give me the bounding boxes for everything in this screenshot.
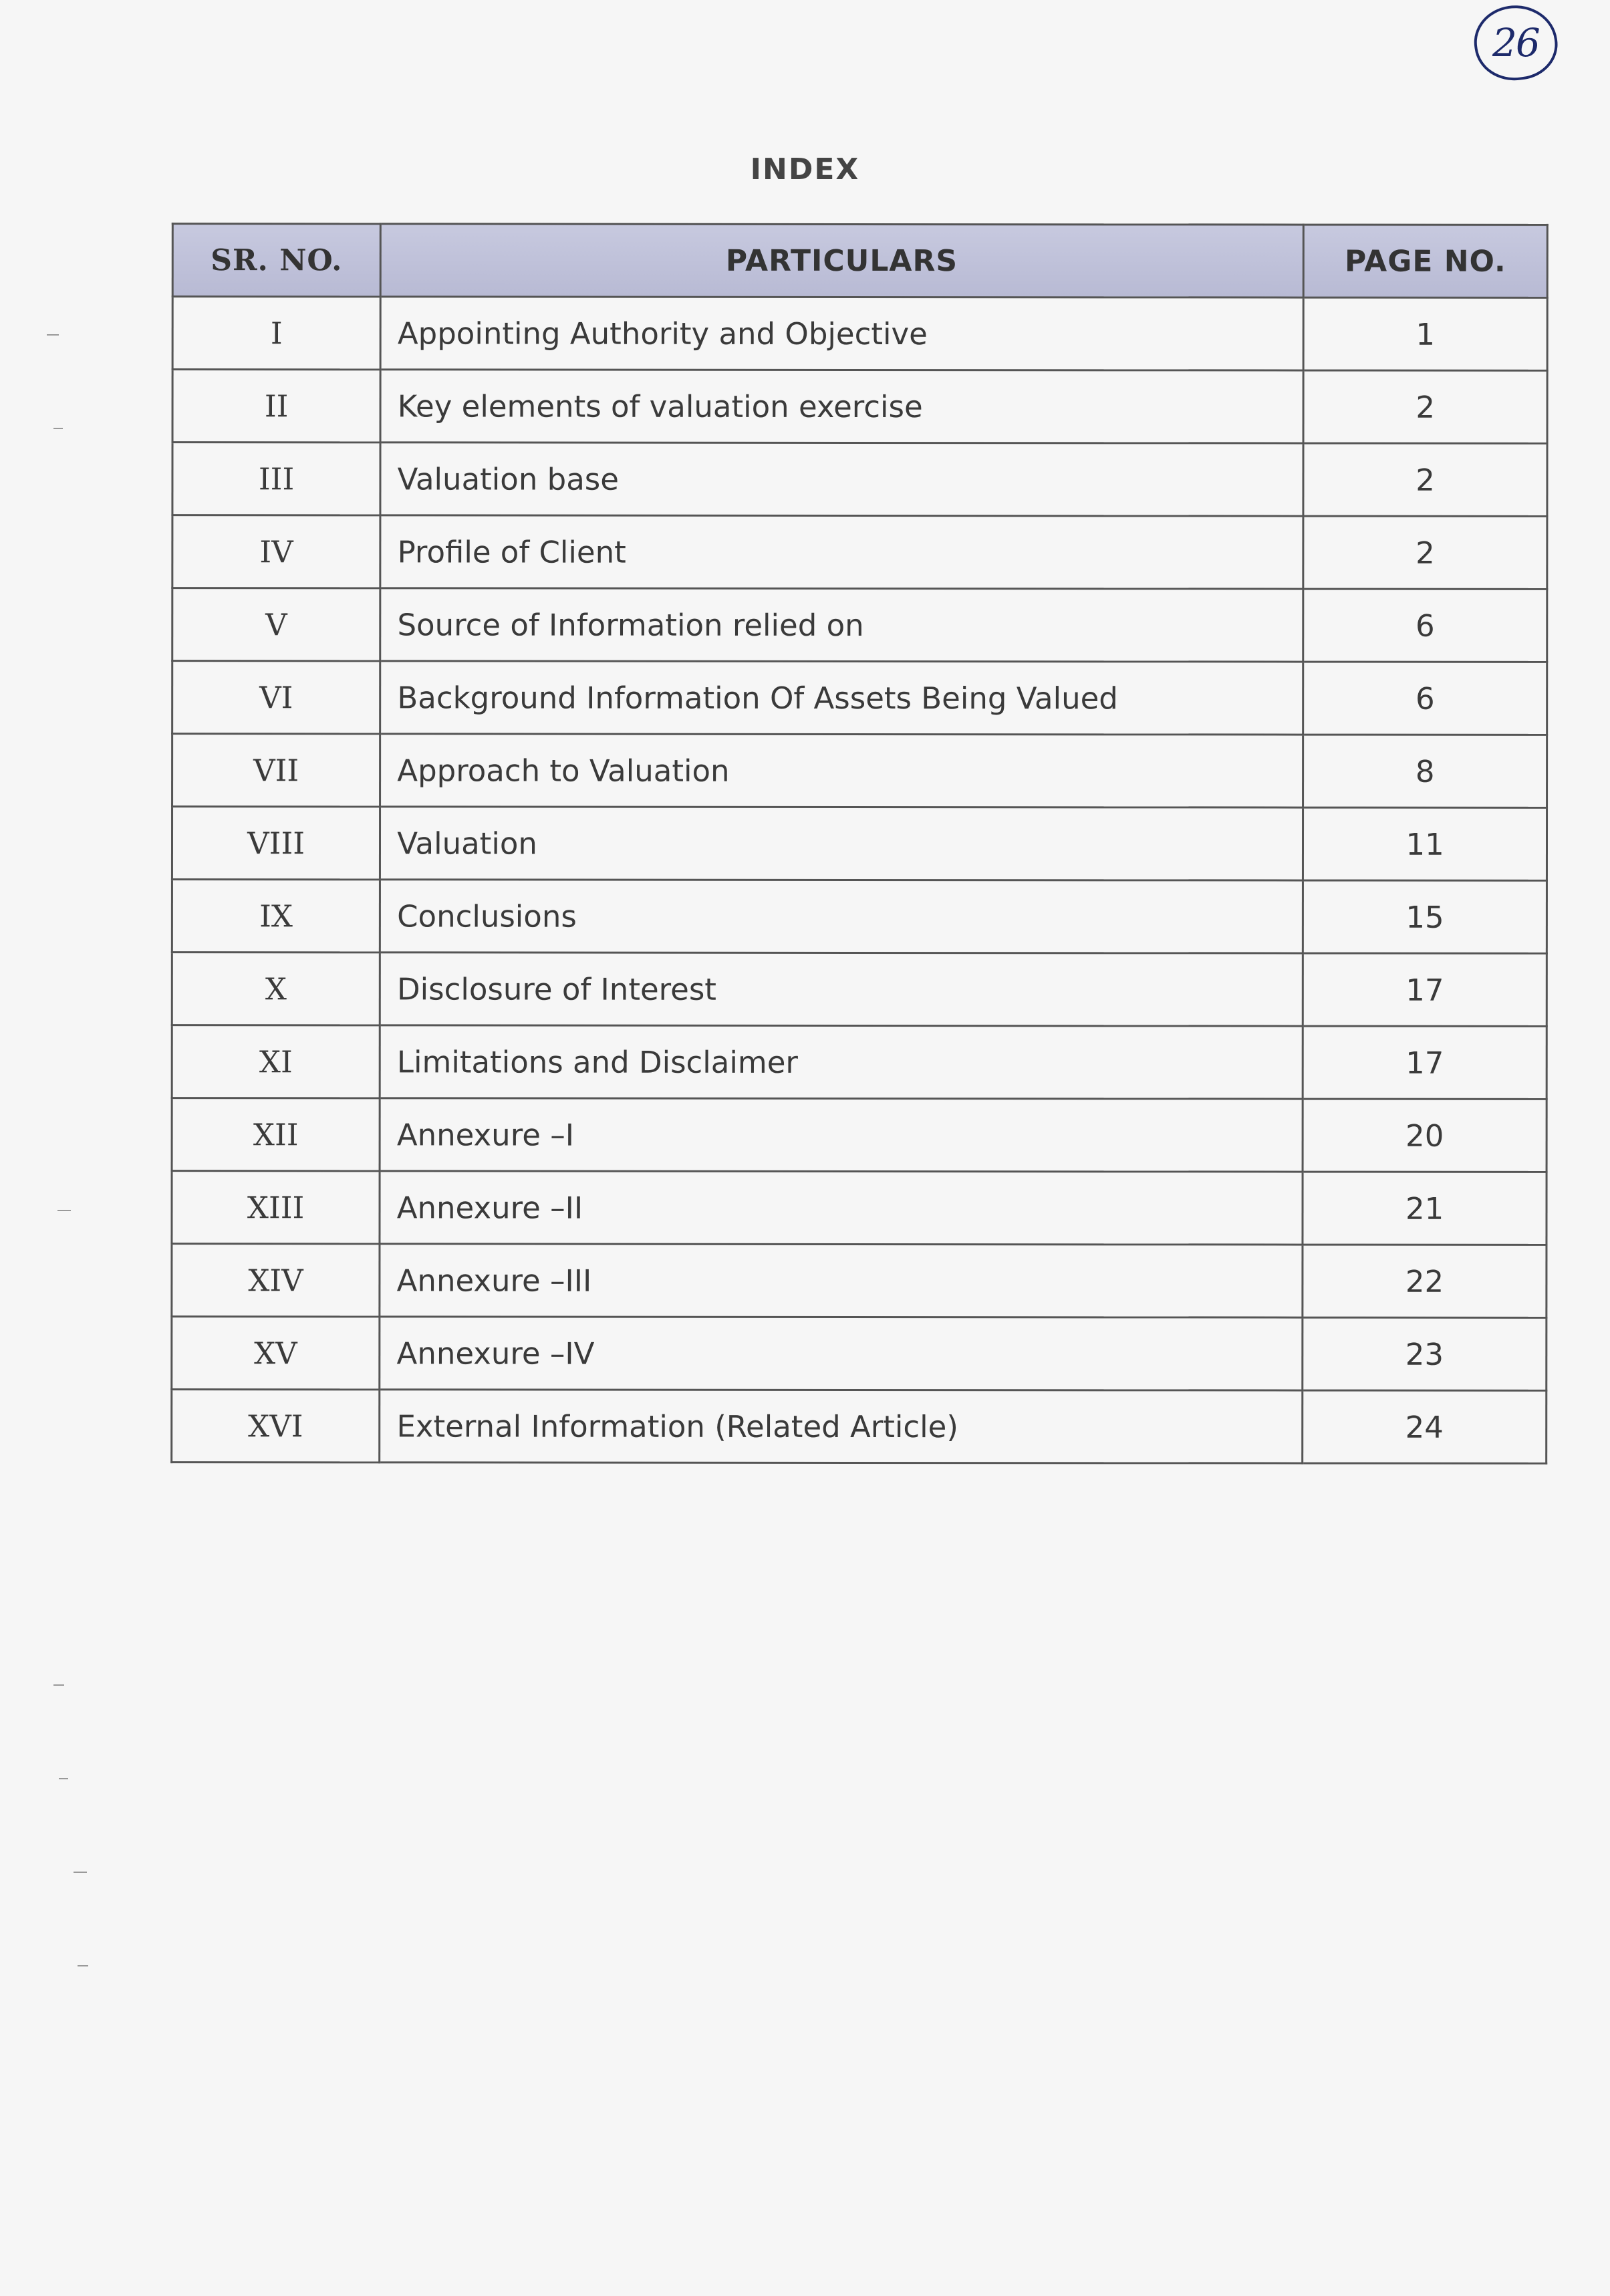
- sr-cell: XIII: [172, 1171, 380, 1244]
- sr-cell: V: [172, 588, 380, 661]
- table-row: [172, 442, 1547, 517]
- particulars-cell: Appointing Authority and Objective: [380, 297, 1303, 370]
- handwritten-page-number: [1470, 0, 1562, 86]
- page-cell: 22: [1303, 1245, 1547, 1317]
- page-cell: 17: [1303, 953, 1547, 1026]
- table-body: [172, 297, 1548, 1464]
- header-sr-no: SR. NO.: [172, 224, 380, 297]
- particulars-cell: Annexure –IV: [380, 1317, 1303, 1390]
- table-row: [172, 1171, 1547, 1245]
- table-row: [172, 370, 1547, 444]
- particulars-cell: Disclosure of Interest: [380, 952, 1303, 1026]
- table-row: [172, 952, 1547, 1027]
- scan-mark: [78, 1965, 88, 1966]
- page-cell: 17: [1303, 1026, 1547, 1099]
- table-row: [172, 1317, 1547, 1391]
- page-title: INDEX: [750, 152, 860, 186]
- table-row: [172, 1025, 1547, 1100]
- scan-mark: [57, 1210, 71, 1211]
- particulars-cell: Valuation: [380, 807, 1303, 880]
- particulars-cell: Source of Information relied on: [380, 588, 1303, 662]
- table-row: [172, 807, 1547, 881]
- header-particulars: PARTICULARS: [380, 224, 1303, 297]
- scan-mark: [74, 1872, 87, 1873]
- page-mark-text: 26: [1492, 20, 1539, 66]
- particulars-cell: Annexure –I: [380, 1098, 1303, 1172]
- table-header-row: [172, 224, 1547, 298]
- particulars-cell: Annexure –II: [380, 1171, 1303, 1245]
- scan-mark: [47, 334, 59, 336]
- table-row: [172, 1390, 1547, 1464]
- sr-cell: X: [172, 952, 380, 1025]
- table-row: [172, 1098, 1547, 1172]
- sr-cell: IV: [172, 515, 380, 588]
- particulars-cell: Profile of Client: [380, 515, 1303, 589]
- particulars-cell: Approach to Valuation: [380, 734, 1303, 807]
- particulars-cell: Valuation base: [380, 442, 1303, 516]
- sr-cell: IX: [172, 880, 380, 952]
- sr-cell: II: [172, 370, 380, 442]
- page-cell: 21: [1303, 1172, 1547, 1245]
- sr-cell: XVI: [172, 1390, 380, 1462]
- page-cell: 11: [1303, 807, 1547, 880]
- particulars-cell: Limitations and Disclaimer: [380, 1025, 1303, 1099]
- page-cell: 24: [1303, 1390, 1547, 1463]
- particulars-cell: Key elements of valuation exercise: [380, 370, 1303, 443]
- index-table: [170, 223, 1549, 1464]
- table-row: [172, 734, 1547, 808]
- page-cell: 2: [1303, 516, 1547, 589]
- sr-cell: VIII: [172, 807, 380, 880]
- table-row: [172, 588, 1547, 662]
- page-cell: 23: [1303, 1317, 1547, 1390]
- page-cell: 15: [1303, 880, 1547, 953]
- sr-cell: XI: [172, 1025, 380, 1098]
- table-row: [172, 1244, 1547, 1318]
- particulars-cell: Annexure –III: [380, 1244, 1303, 1317]
- particulars-cell: External Information (Related Article): [380, 1390, 1303, 1463]
- page-cell: 20: [1303, 1099, 1547, 1172]
- scan-mark: [53, 1684, 64, 1686]
- particulars-cell: Conclusions: [380, 880, 1303, 953]
- sr-cell: VI: [172, 661, 380, 734]
- page-cell: 6: [1303, 589, 1547, 662]
- sr-cell: III: [172, 442, 380, 515]
- sr-cell: VII: [172, 734, 380, 807]
- page-cell: 2: [1303, 443, 1547, 516]
- page-cell: 1: [1303, 297, 1547, 370]
- scan-mark: [53, 428, 63, 429]
- table-row: [172, 297, 1547, 371]
- sr-cell: XII: [172, 1098, 380, 1171]
- table-row: [172, 515, 1547, 590]
- header-page-no: PAGE NO.: [1303, 225, 1547, 297]
- sr-cell: XV: [172, 1317, 380, 1390]
- table-row: [172, 661, 1547, 735]
- page-cell: 8: [1303, 735, 1547, 807]
- scan-mark: [59, 1778, 68, 1779]
- sr-cell: XIV: [172, 1244, 380, 1317]
- particulars-cell: Background Information Of Assets Being Valued: [380, 661, 1303, 735]
- page-cell: 2: [1303, 370, 1547, 443]
- page-cell: 6: [1303, 662, 1547, 735]
- table-row: [172, 880, 1547, 954]
- sr-cell: I: [172, 297, 380, 370]
